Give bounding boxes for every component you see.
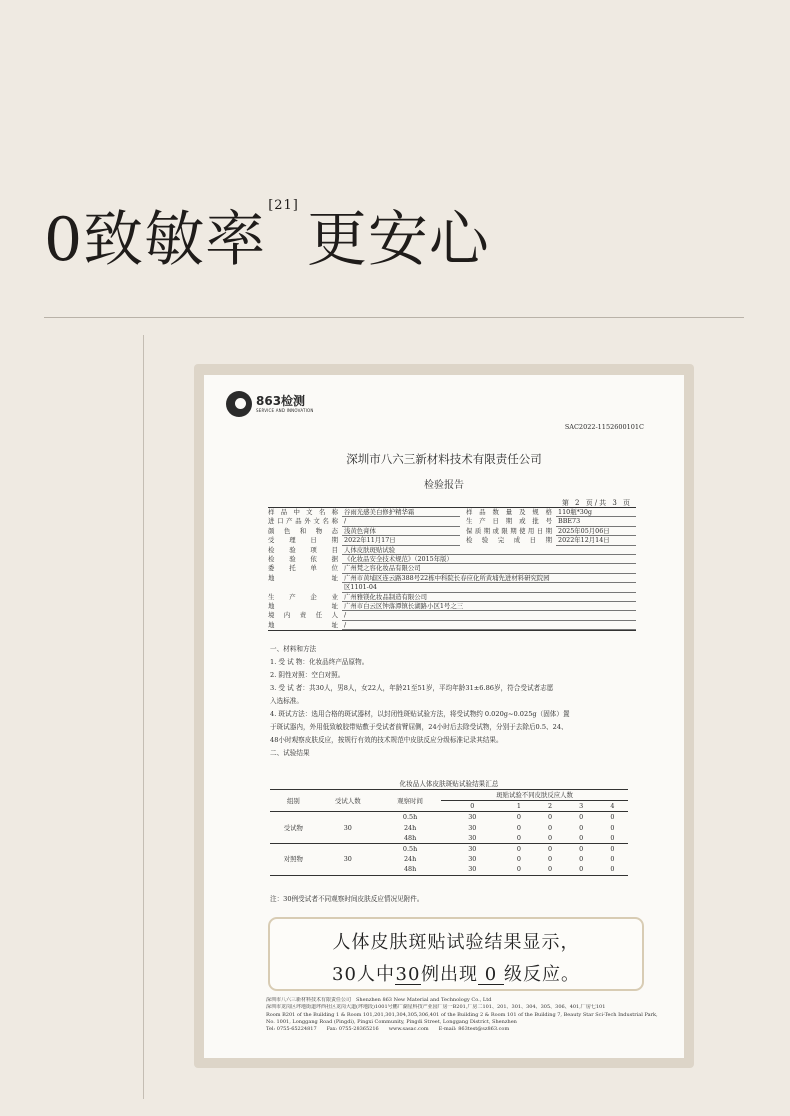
field-value: / xyxy=(342,517,460,526)
field-value: 2022年11月17日 xyxy=(342,536,460,545)
body-line: 一、材料和方法 xyxy=(270,645,317,653)
divider xyxy=(44,317,744,318)
info-row xyxy=(268,546,636,555)
field-value: 区1101-04 xyxy=(342,583,636,592)
observation-time: 0.5h xyxy=(379,844,441,855)
info-row xyxy=(268,583,636,592)
field-value: 广州市黄埔区连云路388号22栋中科院长春应化所黄埔先进材料研究院园 xyxy=(342,574,636,583)
col-header-grade: 1 xyxy=(503,801,534,812)
body-line: 于斑试器内，外用低致敏胶带贴敷于受试者前臂屈侧，24小时后去除受试物，分别于去除后0.5、24、 xyxy=(270,723,568,731)
report-body xyxy=(270,643,618,760)
report-footer xyxy=(266,997,666,1033)
body-line: 二、试验结果 xyxy=(270,749,310,757)
logo-name: 863检测 xyxy=(256,394,306,408)
field-value: / xyxy=(342,611,636,620)
reaction-count: 0 xyxy=(534,864,565,875)
reaction-count: 0 xyxy=(547,823,553,832)
callout-line-2 xyxy=(270,960,642,986)
callout-grade: 0 xyxy=(478,966,504,985)
field-label: 地址 xyxy=(268,573,338,582)
field-value: 谷雨光感美白修护精华霜 xyxy=(342,508,460,517)
reaction-count: 0 xyxy=(534,812,565,823)
field-value: / xyxy=(342,621,636,630)
reaction-count: 30 xyxy=(441,812,503,823)
reaction-count: 30 xyxy=(468,855,477,864)
observation-time: 48h xyxy=(379,864,441,875)
field-label: 颜色和物态 xyxy=(268,526,338,535)
field-label: 地址 xyxy=(268,601,338,610)
group-count: 30 xyxy=(343,823,352,832)
test-report xyxy=(204,375,684,1058)
reaction-count: 0 xyxy=(534,844,565,855)
field-label: 生产企业 xyxy=(268,592,338,601)
info-row xyxy=(268,527,636,536)
info-row xyxy=(268,611,636,620)
body-line: 48小时观察皮肤反应，按规行有效的技术规范中皮肤反应分级标准记录其结果。 xyxy=(270,736,503,744)
reaction-count: 0 xyxy=(503,844,534,855)
reaction-count: 0 xyxy=(516,833,521,842)
summary-table-title: 化妆品人体皮肤斑贴试验结果汇总 xyxy=(399,780,499,788)
field-value: 广州市白云区钟落潭镇长湖路小区1号之三 xyxy=(342,602,636,611)
info-row xyxy=(268,555,636,564)
body-line: 入选标准。 xyxy=(270,697,303,705)
reaction-count: 30 xyxy=(468,823,477,832)
field-value: 《化妆品安全技术规范》（2015年版） xyxy=(342,555,636,564)
reaction-count: 0 xyxy=(566,812,597,823)
report-code: SAC2022-1152600101C xyxy=(564,423,644,431)
report-title: 检验报告 xyxy=(424,480,464,491)
group-count: 30 xyxy=(343,855,352,864)
reaction-count: 0 xyxy=(597,812,628,823)
table-row xyxy=(270,864,628,875)
field-label: 进口产品外文名称 xyxy=(268,517,338,526)
reaction-count: 30 xyxy=(441,864,503,875)
field-value: 广州雅镁化妆品制造有限公司 xyxy=(342,593,636,602)
footer-line: No. 1001, Longgang Road (Pingdi), Pingxi Community, Pingdi Street, Longgang District, Shenzhen xyxy=(266,1018,517,1025)
body-line: 4. 斑试方法：选用合格的斑试器材，以封闭性斑贴试验方法，将受试物约 0.020g~0.025g（固体）置 xyxy=(270,710,570,718)
reaction-count: 0 xyxy=(597,844,628,855)
info-row xyxy=(268,564,636,573)
field-label: 地址 xyxy=(268,620,338,629)
reaction-count: 0 xyxy=(503,812,534,823)
reaction-count: 0 xyxy=(610,855,615,864)
reaction-count: 0 xyxy=(566,844,597,855)
field-label: 保质期或限期使用日期 xyxy=(466,526,552,535)
field-label: 检验依据 xyxy=(268,554,338,563)
field-label: 境内责任人 xyxy=(268,611,338,620)
reaction-count: 0 xyxy=(566,864,597,875)
report-logo xyxy=(226,391,314,417)
reaction-count: 30 xyxy=(468,833,477,842)
reaction-count: 0 xyxy=(597,864,628,875)
callout-line-1: 人体皮肤斑贴试验结果显示， xyxy=(332,932,580,953)
logo-icon xyxy=(226,391,252,417)
logo-subtitle: SERVICE AND INNOVATION xyxy=(256,408,314,413)
callout-pre: 30人中 xyxy=(332,964,395,985)
field-label: 生产日期或批号 xyxy=(466,517,552,526)
sample-info-table xyxy=(268,507,636,631)
field-label: 样品中文名称 xyxy=(268,508,338,516)
page-headline xyxy=(44,192,490,278)
headline-main: 0致敏率 xyxy=(44,205,267,275)
reaction-count: 0 xyxy=(547,855,553,864)
callout-subject-count: 30 xyxy=(395,964,421,985)
info-row xyxy=(268,593,636,602)
reaction-count: 0 xyxy=(547,833,553,842)
callout-mid: 例出现 xyxy=(420,964,478,985)
info-row xyxy=(268,574,636,583)
observation-time: 48h xyxy=(403,833,417,842)
info-row xyxy=(268,517,636,526)
footer-line: 深圳市八六三新材料技术有限责任公司 Shenzhen 863 New Material and Technology Co., Ltd xyxy=(266,997,492,1003)
col-header-grade: 2 xyxy=(534,801,565,812)
field-value: 人体皮肤斑贴试验 xyxy=(342,546,636,555)
field-label: 样品数量及规格 xyxy=(466,508,552,516)
page-number: 第 2 页/共 3 页 xyxy=(561,499,632,507)
callout-post: 级反应。 xyxy=(503,964,580,985)
reaction-count: 0 xyxy=(516,823,521,832)
table-row xyxy=(270,833,628,844)
reaction-count: 0 xyxy=(610,823,615,832)
footer-line: Tel: 0755-65224817 Fax: 0755-28365216 www.sasac.com E-mail: 863test@sz863.com xyxy=(266,1026,510,1033)
reaction-count: 0 xyxy=(516,855,521,864)
footer-line: Room B201 of the Building 1 & Room 101,201,301,304,305,306,401 of the Building 2 & Room 101 of the Building 7, Beauty Star Sci-Tech Industrial Park, xyxy=(266,1011,658,1018)
table-row xyxy=(270,844,628,855)
field-label: 检验完成日期 xyxy=(466,536,552,545)
field-value: 110瓶*30g xyxy=(556,508,636,517)
observation-time: 24h xyxy=(403,855,417,864)
field-label: 检验项目 xyxy=(268,545,338,554)
group-name: 对照物 xyxy=(283,855,303,864)
col-header-grade: 4 xyxy=(597,801,628,812)
field-value: 广州梵之容化妆品有限公司 xyxy=(342,564,636,573)
reaction-count: 30 xyxy=(441,844,503,855)
info-row xyxy=(268,602,636,611)
field-value: 浅黄色膏体 xyxy=(342,527,460,536)
col-header-time: 观察时间 xyxy=(379,790,441,812)
summary-table xyxy=(270,789,628,876)
col-header-group: 组别 xyxy=(270,790,317,812)
col-header-reaction: 斑贴试验不同皮肤反应人数 xyxy=(441,790,628,801)
report-company: 深圳市八六三新材料技术有限责任公司 xyxy=(346,452,542,466)
field-label: 受理日期 xyxy=(268,536,338,545)
reaction-count: 0 xyxy=(579,823,584,832)
reaction-count: 0 xyxy=(579,855,584,864)
info-row xyxy=(268,621,636,630)
body-line: 3. 受 试 者：共30人，男8人，女22人，年龄21至51岁，平均年龄31±6.86岁，符合受试者志愿 xyxy=(270,684,554,692)
reaction-count: 0 xyxy=(503,864,534,875)
table-row xyxy=(270,823,628,833)
group-name: 受试物 xyxy=(283,823,303,832)
info-row xyxy=(268,536,636,545)
field-label xyxy=(268,583,342,592)
col-header-subjects: 受试人数 xyxy=(317,790,379,812)
info-table-end xyxy=(268,630,636,631)
headline-tail: 更安心 xyxy=(306,205,490,275)
result-callout xyxy=(268,917,644,991)
col-header-grade: 0 xyxy=(441,801,503,812)
body-line: 1. 受 试 物：化妆品终产品原物。 xyxy=(270,658,369,666)
table-note: 注：30例受试者不同观察时间皮肤反应情况见附件。 xyxy=(270,895,424,903)
reaction-count: 0 xyxy=(610,833,615,842)
body-line: 2. 阴性对照：空白对照。 xyxy=(270,671,345,679)
reaction-count: 0 xyxy=(579,833,584,842)
observation-time: 0.5h xyxy=(379,812,441,823)
vertical-divider xyxy=(143,335,144,1099)
field-value: 2025年05月06日 xyxy=(556,527,636,536)
observation-time: 24h xyxy=(403,823,417,832)
footer-line: 深圳市龙岗区坪地街道坪西社区龙岗大道(坪地段)1001号鹏广湖星科技产业园厂房一B201,厂房二101、201、301、304、305、306、401,厂房七101 xyxy=(266,1004,606,1011)
field-label: 委托单位 xyxy=(268,564,338,573)
col-header-grade: 3 xyxy=(566,801,597,812)
table-row xyxy=(270,812,628,823)
field-value: BBE73 xyxy=(556,517,636,526)
field-value: 2022年12月14日 xyxy=(556,536,636,545)
table-row xyxy=(270,854,628,864)
info-row xyxy=(268,508,636,517)
headline-footnote-ref: [21] xyxy=(268,198,299,213)
